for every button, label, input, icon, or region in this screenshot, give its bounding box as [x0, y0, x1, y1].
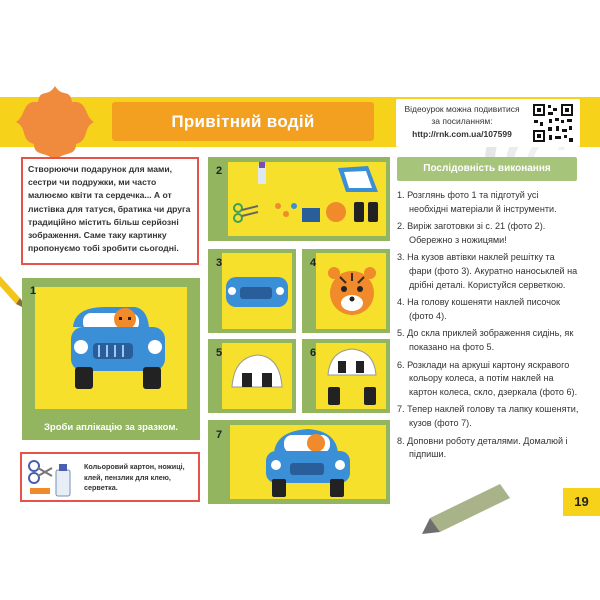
photo-6-number: 6 — [309, 347, 317, 359]
photo-4-image — [316, 253, 386, 329]
photo-2-image — [228, 162, 386, 236]
qr-code-icon[interactable] — [531, 102, 575, 144]
paint-splash-icon — [10, 78, 100, 168]
photo-5-number: 5 — [215, 347, 223, 359]
window-and-wheels-icon — [316, 343, 386, 409]
pencil-icon — [420, 478, 520, 538]
step-item: 1. Розглянь фото 1 та підготуй усі необхідні матеріали й інструменти. — [397, 190, 557, 214]
step-item: 4. На голову кошеняти наклей писочок (фото 4). — [397, 297, 561, 321]
photo-1-caption: Зроби аплікацію за зразком. — [43, 422, 178, 433]
photo-7-number: 7 — [215, 429, 223, 441]
photo-3-image — [222, 253, 292, 329]
intro-text: Створюючи подарунок для мами, сестри чи подружки, ми часто малюємо квіти та сердечка... А от листівка для татуся, братика чи друга традиційно містить більш серйозні зображення. Саме таку картинку пропонуємо тобі зробити сьогодні. — [28, 164, 191, 254]
photo-2-number: 2 — [215, 165, 223, 177]
step-item: 8. Доповни роботу деталями. Домалюй і підпиши. — [397, 435, 568, 460]
photo-4-number: 4 — [309, 257, 317, 269]
steps-list — [397, 189, 579, 466]
step-item: 5. До скла приклей зображення сидінь, як показано на фото 5. — [397, 328, 574, 352]
video-caption-line2: за посиланням: — [431, 116, 493, 126]
video-caption-line1: Відеоурок можна подивитися — [404, 104, 520, 114]
car-window-icon — [222, 343, 292, 409]
car-with-tiger-icon — [35, 287, 187, 409]
photo-5-image — [222, 343, 292, 409]
car-body-icon — [222, 253, 292, 329]
video-link[interactable]: http://rnk.com.ua/107599 — [412, 129, 512, 139]
step-item: 7. Тепер наклей голову та лапку кошеняти, кузов (фото 7). — [397, 404, 579, 428]
page-number: 19 — [574, 494, 589, 509]
finished-car-icon — [230, 425, 386, 499]
scissors-and-glue-icon — [26, 458, 78, 498]
step-item: 3. На кузов автівки наклей решітку та фари (фото 3). Акуратно наноськлей на дрібні деталі. Користуйся серветкою. — [397, 252, 578, 290]
photo-3-number: 3 — [215, 257, 223, 269]
photo-1-number: 1 — [29, 285, 37, 297]
photo-1-image — [35, 287, 187, 409]
tiger-head-icon — [316, 253, 386, 329]
steps-header-label: Послідовність виконання — [423, 163, 551, 174]
page-title: Привітний водій — [171, 112, 315, 131]
step-item: 2. Виріж заготовки зі с. 21 (фото 2). Обережно з ножицями! — [397, 221, 546, 245]
photo-6-image — [316, 343, 386, 409]
step-item: 6. Розклади на аркуші картону яскравого кольору колеса, а потім наклей на картон колеса, скло, дзеркала (фото 6). — [397, 359, 578, 397]
photo-7-image — [230, 425, 386, 499]
cut-pieces-icon — [228, 162, 386, 236]
materials-text: Кольоровий картон, ножиці, клей, пензлик для клею, серветка. — [84, 462, 185, 492]
